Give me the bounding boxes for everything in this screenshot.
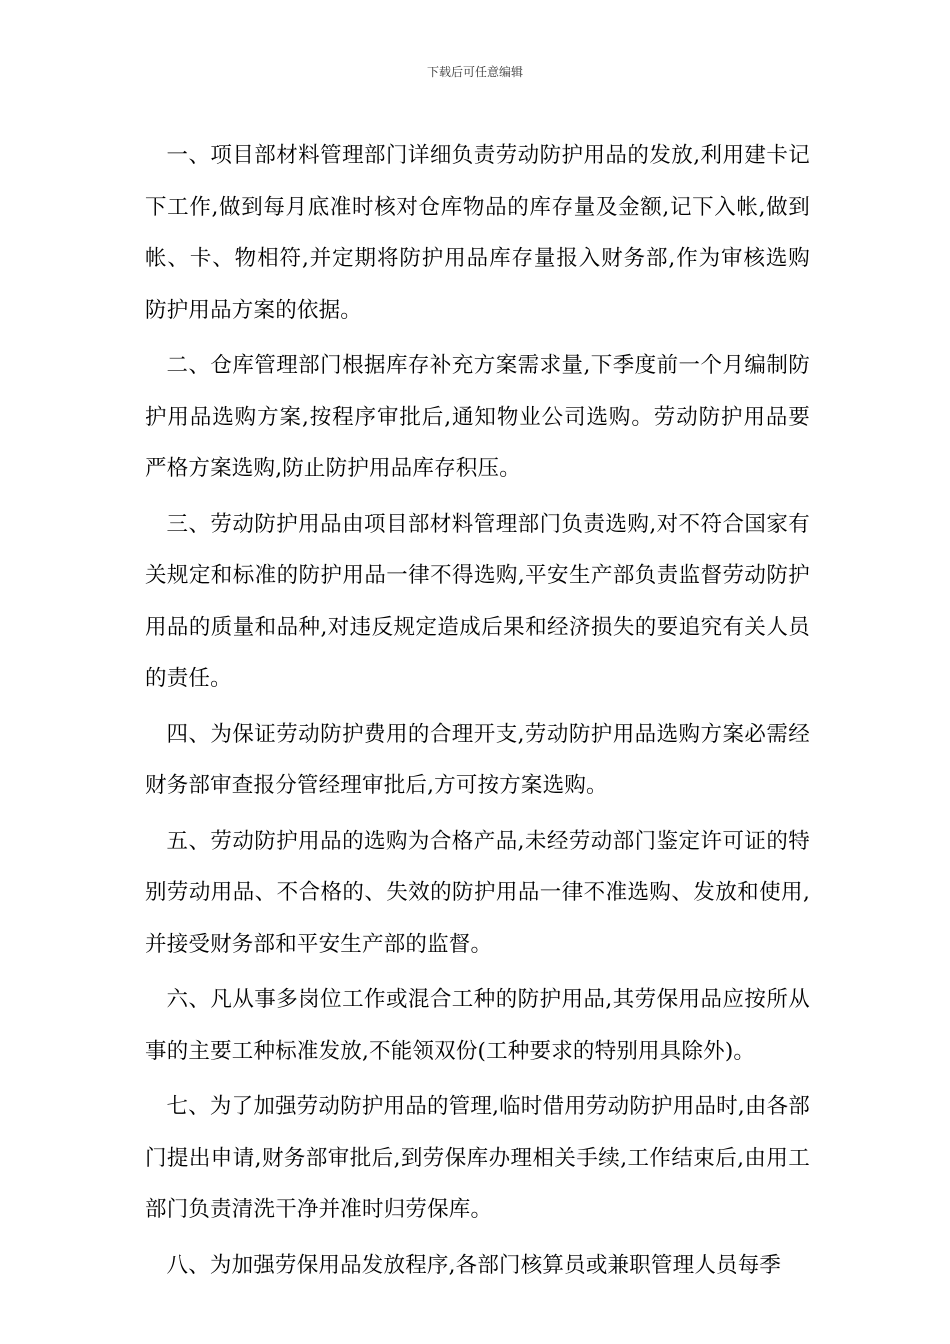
document-body (145, 130, 810, 1295)
paragraph-8: 八、为加强劳保用品发放程序,各部门核算员或兼职管理人员每季 (166, 1252, 782, 1278)
paragraph-4: 四、为保证劳动防护费用的合理开支,劳动防护用品选购方案必需经财务部审查报分管经理审批后,方可按方案选购。 (145, 721, 810, 798)
paragraph-5: 五、劳动防护用品的选购为合格产品,未经劳动部门鉴定许可证的特别劳动用品、不合格的、失效的防护用品一律不准选购、发放和使用,并接受财务部和平安生产部的监督。 (145, 828, 810, 957)
paragraph-6: 六、凡从事多岗位工作或混合工种的防护用品,其劳保用品应按所从事的主要工种标准发放,不能领双份(工种要求的特别用具除外)。 (145, 987, 810, 1064)
page-header: 下载后可任意编辑 (426, 65, 523, 79)
paragraph-3: 三、劳动防护用品由项目部材料管理部门负责选购,对不符合国家有关规定和标准的防护用品一律不得选购,平安生产部负责监督劳动防护用品的质量和品种,对违反规定造成后果和经济损失的要追究有关人员的责任。 (145, 511, 810, 691)
paragraph-1: 一、项目部材料管理部门详细负责劳动防护用品的发放,利用建卡记下工作,做到每月底准时核对仓库物品的库存量及金额,记下入帐,做到帐、卡、物相符,并定期将防护用品库存量报入财务部,作为审核选购防护用品方案的依据。 (145, 143, 810, 323)
paragraph-2: 二、仓库管理部门根据库存补充方案需求量,下季度前一个月编制防护用品选购方案,按程序审批后,通知物业公司选购。劳动防护用品要严格方案选购,防止防护用品库存积压。 (145, 353, 810, 481)
paragraph-7: 七、为了加强劳动防护用品的管理,临时借用劳动防护用品时,由各部门提出申请,财务部审批后,到劳保库办理相关手续,工作结束后,由用工部门负责清洗干净并准时归劳保库。 (145, 1094, 810, 1222)
